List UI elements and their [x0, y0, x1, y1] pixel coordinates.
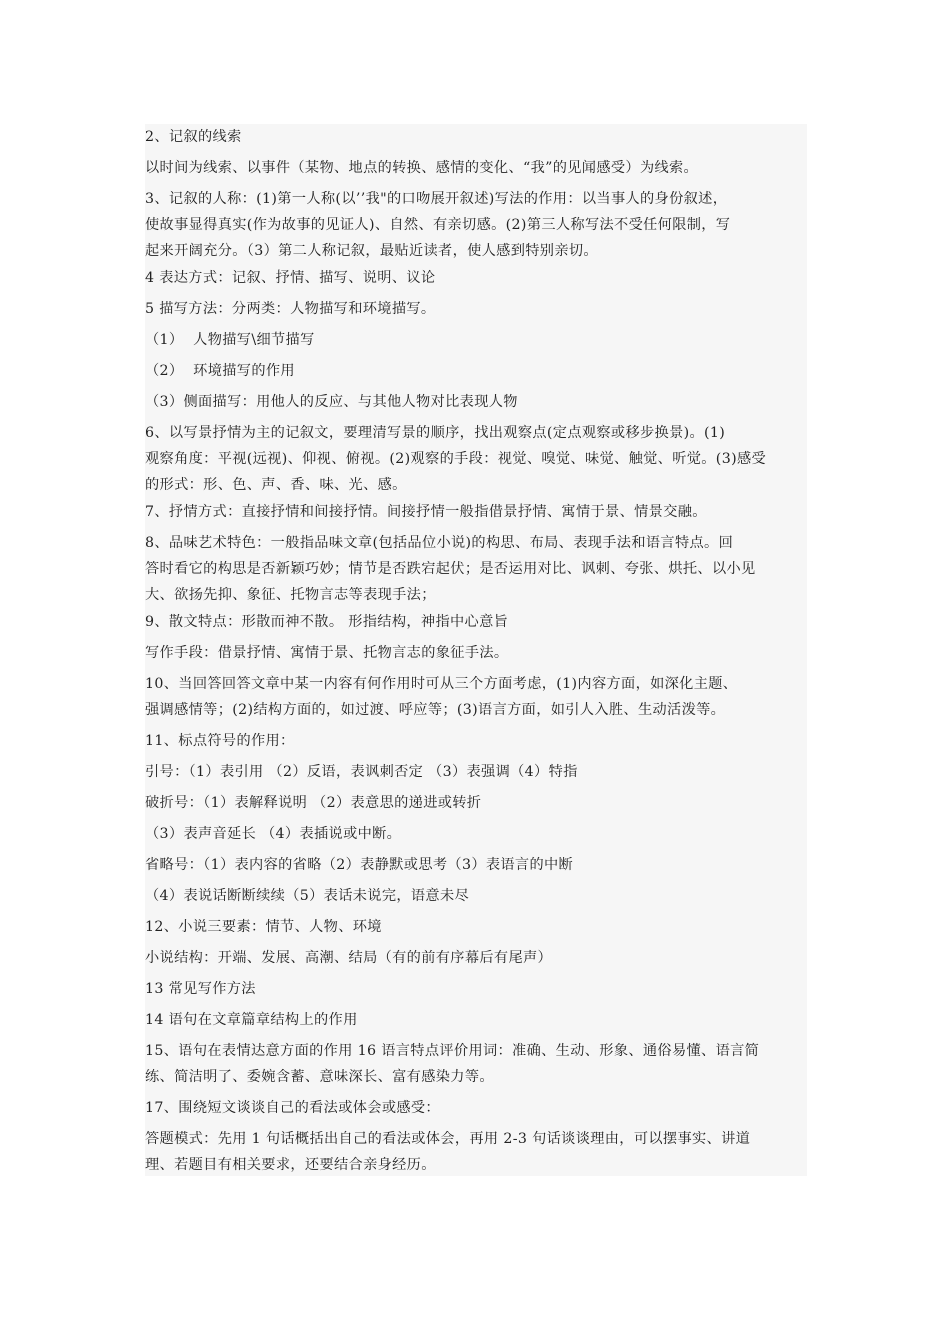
text-paragraph — [145, 296, 809, 322]
text-line: 17、围绕短文谈谈自己的看法或体会或感受： — [145, 1100, 440, 1116]
text-line: 13 常见写作方法 — [145, 981, 256, 997]
text-line: 的形式：形、色、声、香、味、光、感。 — [145, 477, 407, 493]
text-paragraph — [145, 609, 809, 635]
text-line: 使故事显得真实(作为故事的见证人)、自然、有亲切感。(2)第三人称写法不受任何限制，写 — [145, 217, 731, 233]
text-paragraph — [145, 530, 809, 608]
text-line: （4）表说话断断续续（5）表话未说完，语意未尽 — [145, 888, 470, 904]
text-line: 9、散文特点：形散而神不散。 形指结构，神指中心意旨 — [145, 614, 509, 630]
text-line: 5 描写方法：分两类：人物描写和环境描写。 — [145, 301, 436, 317]
text-line: 省略号：（1）表内容的省略（2）表静默或思考（3）表语言的中断 — [145, 857, 574, 873]
text-line: 14 语句在文章篇章结构上的作用 — [145, 1012, 358, 1028]
text-line: （1） 人物描写\细节描写 — [145, 332, 315, 348]
text-paragraph — [145, 1038, 809, 1090]
text-line: 答题模式：先用 1 句话概括出自己的看法或体会，再用 2-3 句话谈谈理由，可以摆事实、讲道 — [145, 1131, 751, 1147]
text-line: （2） 环境描写的作用 — [145, 363, 295, 379]
text-paragraph — [145, 883, 809, 909]
text-line: （3）表声音延长 （4）表插说或中断。 — [145, 826, 402, 842]
text-paragraph — [145, 852, 809, 878]
text-line: 答时看它的构思是否新颖巧妙；情节是否跌宕起伏；是否运用对比、讽刺、夸张、烘托、以小见 — [145, 561, 756, 577]
text-line: 3、记叙的人称：(1)第一人称(以’’我"的口吻展开叙述)写法的作用：以当事人的身份叙述， — [145, 191, 728, 207]
text-line: 观察角度：平视(远视)、仰视、俯视。(2)观察的手段：视觉、嗅觉、味觉、触觉、听觉。(3)感受 — [145, 451, 767, 467]
text-line: 破折号：（1）表解释说明 （2）表意思的递进或转折 — [145, 795, 482, 811]
text-line: 大、欲扬先抑、象征、托物言志等表现手法； — [145, 587, 436, 603]
text-line: 15、语句在表情达意方面的作用 16 语言特点评价用词：准确、生动、形象、通俗易懂、语言简 — [145, 1043, 760, 1059]
text-paragraph — [145, 1007, 809, 1033]
text-line: 小说结构：开端、发展、高潮、结局（有的前有序幕后有尾声） — [145, 950, 553, 966]
text-line: 引号：（1）表引用 （2）反语，表讽刺否定 （3）表强调（4）特指 — [145, 764, 578, 780]
text-line: 起来开阔充分。（3）第二人称记叙，最贴近读者，使人感到特别亲切。 — [145, 243, 598, 259]
text-line: 写作手段：借景抒情、寓情于景、托物言志的象征手法。 — [145, 645, 509, 661]
text-paragraph — [145, 265, 809, 291]
text-paragraph — [145, 914, 809, 940]
text-paragraph — [145, 945, 809, 971]
text-paragraph — [145, 499, 809, 525]
text-line: 11、标点符号的作用： — [145, 733, 295, 749]
text-paragraph — [145, 420, 809, 498]
text-line: 10、当回答回答文章中某一内容有何作用时可从三个方面考虑，(1)内容方面，如深化主题、 — [145, 676, 738, 692]
text-paragraph — [145, 186, 809, 264]
text-line: 12、小说三要素：情节、人物、环境 — [145, 919, 382, 935]
text-line: （3）侧面描写：用他人的反应、与其他人物对比表现人物 — [145, 394, 518, 410]
text-paragraph — [145, 640, 809, 666]
text-paragraph — [145, 1126, 809, 1178]
text-line: 6、以写景抒情为主的记叙文，要理清写景的顺序，找出观察点(定点观察或移步换景)。(1) — [145, 425, 726, 441]
text-paragraph — [145, 759, 809, 785]
text-line: 理、若题目有相关要求，还要结合亲身经历。 — [145, 1157, 436, 1173]
text-paragraph — [145, 728, 809, 754]
text-paragraph — [145, 358, 809, 384]
text-paragraph — [145, 821, 809, 847]
text-line: 以时间为线索、以事件（某物、地点的转换、感情的变化、“我”的见闻感受）为线索。 — [145, 160, 699, 176]
text-paragraph — [145, 1095, 809, 1121]
text-line: 强调感情等；(2)结构方面的，如过渡、呼应等；(3)语言方面，如引人入胜、生动活泼等。 — [145, 702, 726, 718]
text-paragraph — [145, 327, 809, 353]
text-line: 练、简洁明了、委婉含蓄、意味深长、富有感染力等。 — [145, 1069, 494, 1085]
text-paragraph — [145, 790, 809, 816]
text-paragraph — [145, 671, 809, 723]
text-paragraph — [145, 389, 809, 415]
text-line: 4 表达方式：记叙、抒情、描写、说明、议论 — [145, 270, 436, 286]
text-paragraph — [145, 155, 809, 181]
text-line: 7、抒情方式：直接抒情和间接抒情。间接抒情一般指借景抒情、寓情于景、情景交融。 — [145, 504, 707, 520]
text-paragraph — [145, 124, 809, 150]
text-line: 8、品味艺术特色：一般指品味文章(包括品位小说)的构思、布局、表现手法和语言特点。回 — [145, 535, 734, 551]
text-paragraph — [145, 976, 809, 1002]
text-line: 2、记叙的线索 — [145, 129, 242, 145]
